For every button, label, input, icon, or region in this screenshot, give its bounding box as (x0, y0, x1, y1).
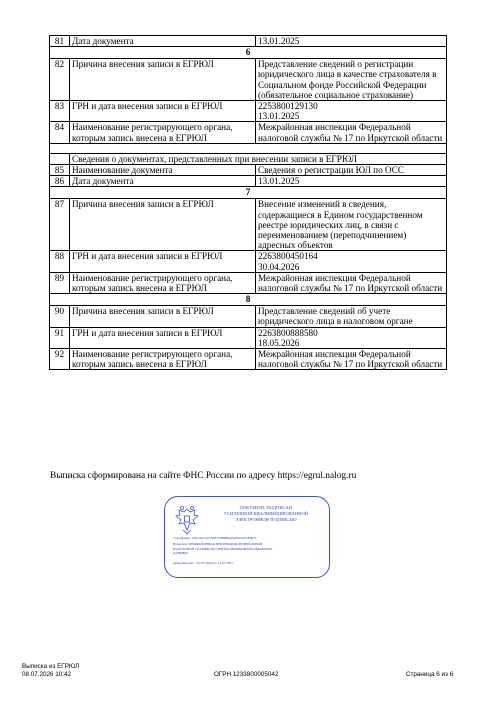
row-number: 89 (50, 272, 70, 293)
table-row (50, 349, 447, 370)
row-number: 87 (50, 199, 70, 251)
row-number: 88 (50, 251, 70, 272)
field-value: 2263800888580 18.05.2026 (256, 327, 447, 348)
field-label: Наименование регистрирующего органа, которым запись внесена в ЕГРЮЛ (70, 349, 256, 370)
row-number: 84 (50, 122, 70, 143)
extract-source-note: Выписка сформирована на сайте ФНС России по адресу https://egrul.nalog.ru (50, 471, 357, 481)
stamp-validity: Действителен: с 07.05.2026 по 31.07.2027 (173, 561, 233, 565)
field-label: Наименование регистрирующего органа, которым запись внесена в ЕГРЮЛ (70, 272, 256, 293)
field-label: Причина внесения записи в ЕГРЮЛ (70, 59, 256, 101)
field-value: 2263800450164 30.04.2026 (256, 251, 447, 272)
field-value: Межрайонная инспекция Федеральной налоговой службы № 17 по Иркутской области (256, 349, 447, 370)
double-headed-eagle-icon (173, 505, 201, 535)
table-row (50, 251, 447, 272)
subsection-heading: Сведения о документах, представленных при внесении записи в ЕГРЮЛ (70, 153, 447, 164)
table-row (50, 36, 447, 47)
table-row (50, 59, 447, 101)
spacer-cell (50, 143, 447, 153)
egrul-table-body (50, 36, 447, 370)
section-number: 7 (50, 187, 447, 199)
subsection-heading-row (50, 153, 447, 164)
field-value: Представление сведений об учете юридического лица в налоговом органе (256, 306, 447, 327)
field-value: 13.01.2025 (256, 36, 447, 47)
field-value: Представление сведений о регистрации юридического лица в качестве страхователя в Социальном фонде Российской Федерации (обязательное социальное страхование) (256, 59, 447, 101)
footer-page-number: Страница 6 из 6 (406, 671, 454, 678)
field-label: Наименование документа (70, 165, 256, 176)
footer-extract-title: Выписка из ЕГРЮЛ (22, 663, 80, 670)
field-value: 2253800129130 13.01.2025 (256, 101, 447, 122)
row-number: 81 (50, 36, 70, 47)
row-number: 86 (50, 176, 70, 187)
stamp-title: ДОКУМЕНТ ПОДПИСАН УСИЛЕННОЙ КВАЛИФИЦИРОВАННОЙ ЭЛЕКТРОННОЙ ПОДПИСЬЮ (223, 505, 309, 522)
field-label: Дата документа (70, 36, 256, 47)
table-row (50, 176, 447, 187)
field-label: ГРН и дата внесения записи в ЕГРЮЛ (70, 101, 256, 122)
footer-extract-info (22, 663, 79, 678)
table-row (50, 165, 447, 176)
section-number-row (50, 294, 447, 306)
stamp-certificate: Сертификат: 5461A05A87A6575388B8A0AB5DA05E6677 (173, 536, 257, 540)
row-number: 85 (50, 165, 70, 176)
row-number: 92 (50, 349, 70, 370)
section-number-row (50, 47, 447, 59)
empty-number-cell (50, 153, 70, 164)
field-value: 13.01.2025 (256, 176, 447, 187)
field-value: Внесение изменений в сведения, содержащиеся в Едином государственном реестре юридических лиц, в связи с переименованием (переподчинением) адресных объектов (256, 199, 447, 251)
footer-ogrn: ОГРН 1233800005042 (214, 671, 279, 678)
field-value: Межрайонная инспекция Федеральной налоговой службы № 17 по Иркутской области (256, 272, 447, 293)
field-value: Сведения о регистрации ЮЛ по ОСС (256, 165, 447, 176)
table-row (50, 327, 447, 348)
row-number: 91 (50, 327, 70, 348)
field-label: Наименование регистрирующего органа, которым запись внесена в ЕГРЮЛ (70, 122, 256, 143)
row-number: 83 (50, 101, 70, 122)
stamp-owner: Владелец: МЕЖРАЙОННАЯ ИНСПЕКЦИЯ ФЕДЕРАЛЬНОЙ НАЛОГОВОЙ СЛУЖБЫ ПО ЦЕНТРАЛИЗОВАННОЙ ОБРАБОТКЕ ДАННЫХ (173, 542, 273, 555)
field-label: Причина внесения записи в ЕГРЮЛ (70, 199, 256, 251)
footer-extract-datetime: 08.07.2026 10:42 (22, 670, 72, 678)
section-number-row (50, 187, 447, 199)
spacer-row (50, 143, 447, 153)
field-label: Причина внесения записи в ЕГРЮЛ (70, 306, 256, 327)
field-label: ГРН и дата внесения записи в ЕГРЮЛ (70, 251, 256, 272)
table-row (50, 101, 447, 122)
field-label: ГРН и дата внесения записи в ЕГРЮЛ (70, 327, 256, 348)
row-number: 90 (50, 306, 70, 327)
table-row (50, 272, 447, 293)
electronic-signature-stamp (164, 496, 330, 578)
table-row (50, 306, 447, 327)
table-row (50, 122, 447, 143)
field-value: Межрайонная инспекция Федеральной налоговой службы № 17 по Иркутской области (256, 122, 447, 143)
field-label: Дата документа (70, 176, 256, 187)
row-number: 82 (50, 59, 70, 101)
egrul-records-table (49, 35, 447, 370)
section-number: 8 (50, 294, 447, 306)
section-number: 6 (50, 47, 447, 59)
table-row (50, 199, 447, 251)
